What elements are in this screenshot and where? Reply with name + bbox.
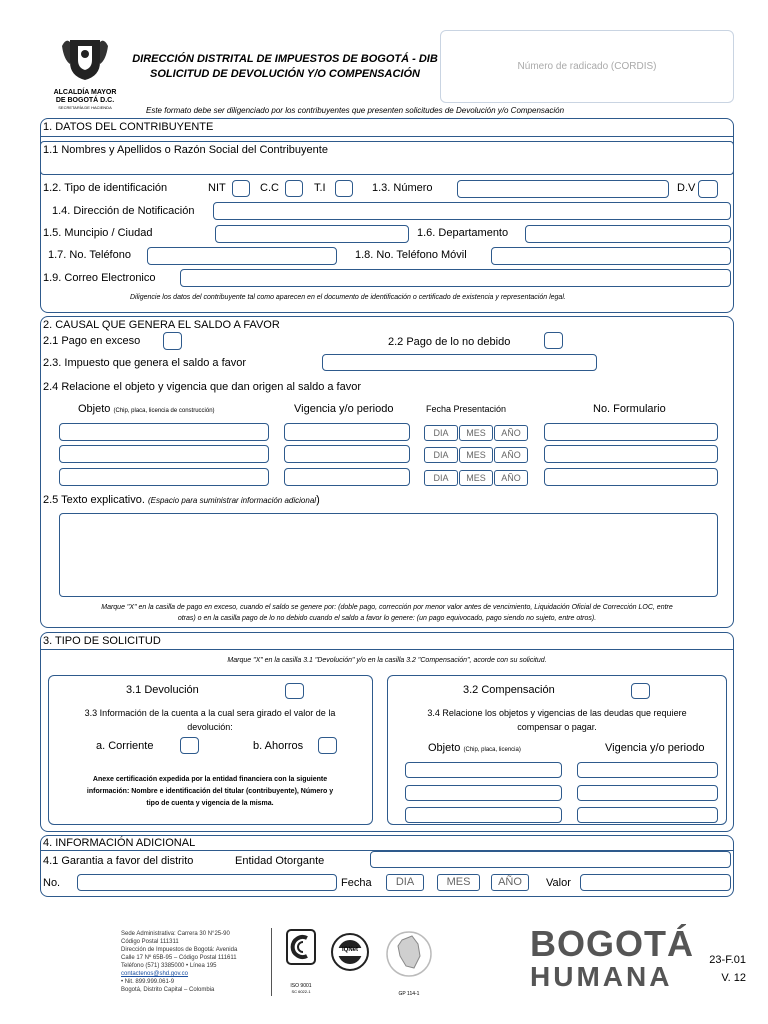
- objeto-field-1[interactable]: [59, 423, 269, 441]
- cert-iso-label: ISO 9001: [290, 983, 312, 989]
- texto-hint-end: ): [316, 494, 320, 506]
- comp-vigencia-field-1[interactable]: [577, 762, 718, 778]
- vigencia-field-2[interactable]: [284, 445, 410, 463]
- section-1-title: 1. DATOS DEL CONTRIBUYENTE: [43, 121, 214, 133]
- fecha-label: Fecha: [341, 877, 372, 889]
- dia-field-2[interactable]: DIA: [424, 447, 458, 463]
- dia-field-1[interactable]: DIA: [424, 425, 458, 441]
- nit-checkbox[interactable]: [232, 180, 250, 197]
- address-label: 1.4. Dirección de Notificación: [52, 205, 195, 217]
- texto-explicativo-area[interactable]: [59, 513, 718, 597]
- logo-line3: SECRETARÍA DE HACIENDA: [58, 105, 112, 110]
- phone-label: 1.7. No. Teléfono: [48, 249, 131, 261]
- section-3-instruction: Marque "X" en la casilla 3.1 "Devolución" y/o en la casilla 3.2 "Compensación", acorde con su solicitud.: [227, 657, 547, 664]
- comp-col-objeto-hint: (Chip, placa, licencia): [463, 747, 521, 753]
- comp-objeto-field-2[interactable]: [405, 785, 562, 801]
- compensacion-label: 3.2 Compensación: [463, 684, 555, 696]
- anexe-note-1: Anexe certificación expedida por la entidad financiera con la siguiente: [92, 776, 328, 783]
- brand-bogota: BOGOTÁ: [530, 923, 694, 964]
- ti-label: T.I: [314, 182, 326, 194]
- footer-addr-2: Código Postal 111311: [121, 939, 179, 945]
- footer-email-link[interactable]: contactenos@shd.gov.co: [121, 971, 189, 977]
- comp-vigencia-field-3[interactable]: [577, 807, 718, 823]
- logo-line1: ALCALDÍA MAYOR: [53, 89, 117, 96]
- city-label: 1.5. Muncipio / Ciudad: [43, 227, 153, 239]
- mes-field-1[interactable]: MES: [459, 425, 493, 441]
- texto-label: 2.5 Texto explicativo.: [43, 494, 145, 506]
- phone-field[interactable]: [147, 247, 337, 265]
- taxpayer-name-label: 1.1 Nombres y Apellidos o Razón Social del Contribuyente: [43, 144, 328, 156]
- no-label: No.: [43, 877, 61, 889]
- radicado-placeholder: Número de radicado (CORDIS): [517, 61, 657, 72]
- garantia-dia-field[interactable]: DIA: [386, 874, 424, 891]
- formulario-field-1[interactable]: [544, 423, 718, 441]
- impuesto-field[interactable]: [322, 354, 597, 371]
- section-2-note-1: Marque "X" en la casilla de pago en exceso, cuando el saldo se genere por: (doble pago, corrección por menor valor antes de vencimiento, Liquidación Oficial de Corrección LOC, entre: [101, 604, 673, 611]
- garantia-anio-field[interactable]: AÑO: [491, 874, 529, 891]
- footer-addr-3: Dirección de Impuestos de Bogotá: Avenida: [121, 947, 238, 953]
- objeto-field-2[interactable]: [59, 445, 269, 463]
- section-1-note: Diligencie los datos del contribuyente tal como aparecen en el documento de identificación o certificado de existencia y representación legal.: [130, 294, 566, 301]
- footer-addr-7: • Nit. 899.999.061-9: [121, 979, 175, 985]
- devolucion-checkbox[interactable]: [285, 683, 304, 699]
- garantia-label: 4.1 Garantia a favor del distrito: [43, 855, 194, 867]
- comp-col-vigencia: Vigencia y/o periodo: [605, 742, 705, 754]
- ti-checkbox[interactable]: [335, 180, 353, 197]
- footer-addr-5: Teléfono (571) 3385000 • Línea 195: [121, 963, 217, 969]
- entidad-label: Entidad Otorgante: [235, 855, 325, 867]
- pago-no-debido-checkbox[interactable]: [544, 332, 563, 349]
- cert-iqnet-label: IQNet: [341, 947, 358, 953]
- relacione-label: 2.4 Relacione el objeto y vigencia que dan origen al saldo a favor: [43, 381, 361, 393]
- footer-addr-1: Sede Administrativa: Carrera 30 N°25-90: [121, 931, 230, 937]
- col-objeto-header: [78, 403, 215, 415]
- mobile-label: 1.8. No. Teléfono Móvil: [355, 249, 467, 261]
- corriente-label: a. Corriente: [96, 740, 154, 752]
- cert-sc-label: SC 6022-1: [291, 989, 311, 994]
- footer-addr-4: Calle 17 Nº 65B-95 – Código Postal 111611: [121, 955, 237, 961]
- ahorros-label: b. Ahorros: [253, 740, 304, 752]
- col-objeto-text: Objeto: [78, 403, 111, 415]
- mes-field-2[interactable]: MES: [459, 447, 493, 463]
- anexe-note-2: información: Nombre e identificación del titular (contribuyente), Número y: [86, 788, 334, 795]
- col-objeto-hint: (Chip, placa, licencia de construcción): [113, 408, 215, 414]
- nit-label: NIT: [208, 182, 226, 194]
- formulario-field-3[interactable]: [544, 468, 718, 486]
- comp-col-objeto: [428, 742, 521, 754]
- iso-9001-seal: [281, 928, 321, 998]
- mobile-field[interactable]: [491, 247, 731, 265]
- form-instruction: Este formato debe ser diligenciado por los contribuyentes que presenten solicitudes de Devolución y/o Compensación: [146, 106, 565, 115]
- department-label: 1.6. Departamento: [417, 227, 509, 239]
- form-title-1: DIRECCIÓN DISTRITAL DE IMPUESTOS DE BOGOTÁ - DIB: [132, 53, 438, 65]
- pago-exceso-checkbox[interactable]: [163, 332, 182, 350]
- comp-vigencia-field-2[interactable]: [577, 785, 718, 801]
- cc-label: C.C: [260, 182, 279, 194]
- pago-exceso-label: 2.1 Pago en exceso: [43, 335, 141, 347]
- comp-col-objeto-text: Objeto: [428, 742, 461, 754]
- form-version: V. 12: [721, 972, 746, 984]
- garantia-no-field[interactable]: [77, 874, 337, 891]
- anexe-note-3: tipo de cuenta y vigencia de la misma.: [146, 800, 274, 807]
- colombia-map-seal-icon: [384, 926, 434, 986]
- compensacion-checkbox[interactable]: [631, 683, 650, 699]
- texto-explicativo-label: [43, 494, 320, 506]
- section-3-title: 3. TIPO DE SOLICITUD: [43, 635, 161, 647]
- anio-field-1[interactable]: AÑO: [494, 425, 528, 441]
- department-field[interactable]: [525, 225, 731, 243]
- relacione-info-1: 3.4 Relacione los objetos y vigencias de las deudas que requiere: [427, 708, 687, 718]
- formulario-field-2[interactable]: [544, 445, 718, 463]
- radicado-box[interactable]: [440, 30, 734, 103]
- comp-objeto-field-3[interactable]: [405, 807, 562, 823]
- objeto-field-3[interactable]: [59, 468, 269, 486]
- id-type-label: 1.2. Tipo de identificación: [43, 182, 168, 194]
- icontec-icon: [281, 928, 321, 978]
- address-field[interactable]: [213, 202, 731, 220]
- email-label: 1.9. Correo Electronico: [43, 272, 156, 284]
- section-2-note-2: otras) o en la casilla pago de lo no debido cuando el saldo a favor lo genere: (un pago equivocado, pago siendo no sujeto, entre otros).: [177, 615, 597, 622]
- logo-line2: DE BOGOTÁ D.C.: [55, 97, 115, 104]
- cc-checkbox[interactable]: [285, 180, 303, 197]
- impuesto-label: 2.3. Impuesto que genera el saldo a favor: [43, 357, 247, 369]
- iqnet-seal: [330, 932, 370, 972]
- vigencia-field-1[interactable]: [284, 423, 410, 441]
- id-number-label: 1.3. Número: [372, 182, 433, 194]
- pago-no-debido-label: 2.2 Pago de lo no debido: [388, 336, 511, 348]
- id-number-field[interactable]: [457, 180, 669, 198]
- footer-addr-8: Bogotá, Distrito Capital – Colombia: [121, 987, 215, 993]
- texto-hint: (Espacio para suministrar información adicional: [147, 496, 317, 505]
- cuenta-info-1: 3.3 Información de la cuenta a la cual sera girado el valor de la: [84, 708, 336, 718]
- dv-label: D.V: [677, 182, 696, 194]
- cert-gp-label: GP 114-1: [398, 991, 420, 997]
- coat-of-arms-icon: [40, 34, 130, 84]
- bogota-humana-logo: [530, 923, 694, 992]
- garantia-mes-field[interactable]: MES: [437, 874, 480, 891]
- dv-checkbox[interactable]: [698, 180, 718, 198]
- col-formulario-header: No. Formulario: [593, 403, 666, 415]
- city-field[interactable]: [215, 225, 409, 243]
- section-2-title: 2. CAUSAL QUE GENERA EL SALDO A FAVOR: [43, 319, 280, 331]
- vigencia-field-3[interactable]: [284, 468, 410, 486]
- email-field[interactable]: [180, 269, 731, 287]
- gp-seal: [384, 926, 434, 998]
- valor-label: Valor: [546, 877, 571, 889]
- relacione-info-2: compensar o pagar.: [517, 722, 597, 732]
- brand-humana: HUMANA: [530, 961, 673, 992]
- col-fecha-header: Fecha Presentación: [426, 404, 507, 414]
- mes-field-3[interactable]: MES: [459, 470, 493, 486]
- col-vigencia-header: Vigencia y/o periodo: [294, 403, 394, 415]
- anio-field-2[interactable]: AÑO: [494, 447, 528, 463]
- section-4-title: 4. INFORMACIÓN ADICIONAL: [43, 837, 196, 849]
- ahorros-checkbox[interactable]: [318, 737, 337, 754]
- bogota-logo: [40, 34, 130, 108]
- form-code: 23-F.01: [709, 954, 746, 966]
- devolucion-label: 3.1 Devolución: [126, 684, 199, 696]
- corriente-checkbox[interactable]: [180, 737, 199, 754]
- valor-field[interactable]: [580, 874, 731, 891]
- cuenta-info-2: devolución:: [187, 722, 233, 732]
- dia-field-3[interactable]: DIA: [424, 470, 458, 486]
- comp-objeto-field-1[interactable]: [405, 762, 562, 778]
- form-title-2: SOLICITUD DE DEVOLUCIÓN Y/O COMPENSACIÓN: [150, 68, 420, 80]
- anio-field-3[interactable]: AÑO: [494, 470, 528, 486]
- entidad-field[interactable]: [370, 851, 731, 868]
